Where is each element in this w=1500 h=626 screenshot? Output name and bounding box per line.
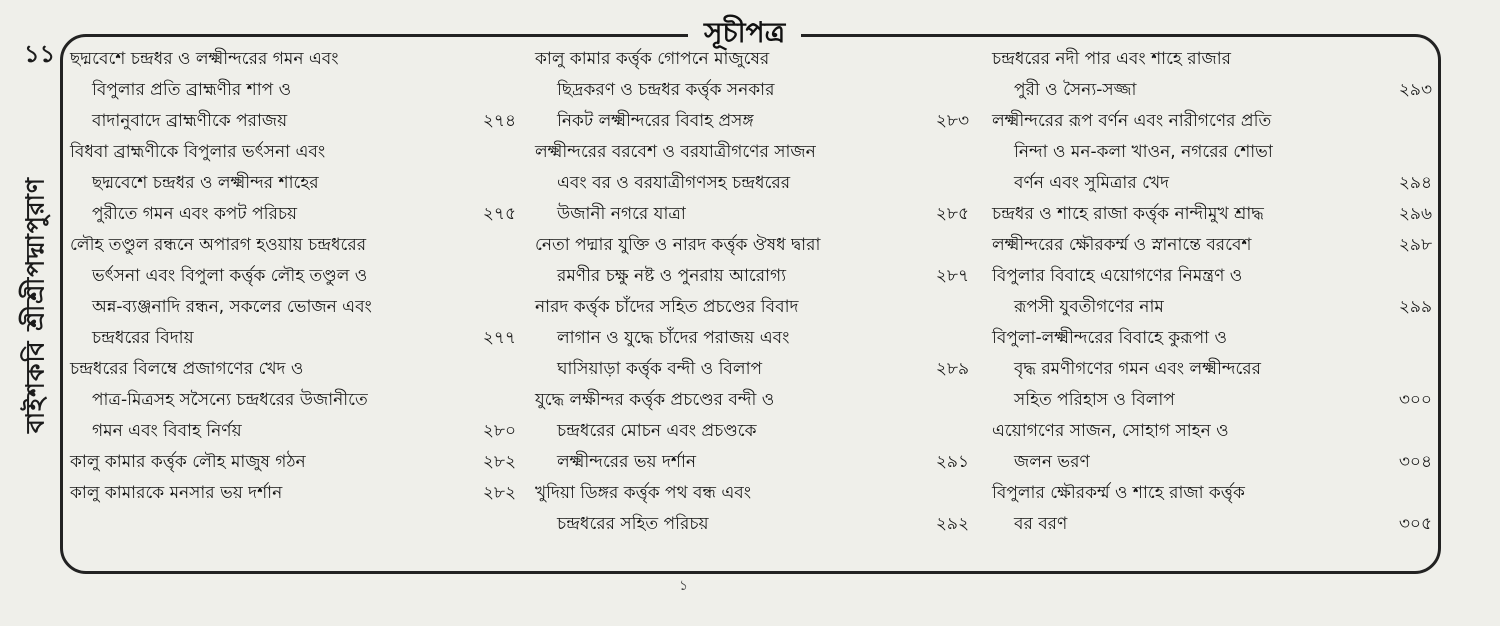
toc-column-3 bbox=[992, 44, 1432, 540]
toc-entry-line: বিপুলা-লক্ষ্মীন্দরের বিবাহে কুরূপা ও bbox=[992, 328, 1228, 348]
toc-entry-line: নারদ কর্ত্তৃক চাঁদের সহিত প্রচণ্ডের বিবাদ bbox=[535, 297, 799, 317]
toc-entry-line: লক্ষ্মীন্দরের রূপ বর্ণন এবং নারীগণের প্রতি bbox=[992, 111, 1272, 131]
toc-entry-line: চন্দ্রধরের মোচন এবং প্রচণ্ডকে bbox=[557, 421, 757, 441]
toc-entry-line: বাদানুবাদে ব্রাহ্মণীকে পরাজয় bbox=[92, 111, 288, 131]
toc-entry-line: পুরীতে গমন এবং কপট পরিচয় bbox=[92, 204, 298, 224]
toc-entry-line: অন্ন-ব্যঞ্জনাদি রন্ধন, সকলের ভোজন এবং bbox=[92, 297, 372, 317]
toc-entry bbox=[535, 478, 969, 540]
toc-entry bbox=[992, 261, 1432, 323]
toc-entry-line: চন্দ্রধরের সহিত পরিচয় bbox=[557, 514, 709, 534]
toc-entry-line: নিকট লক্ষ্মীন্দরের বিবাহ প্রসঙ্গ bbox=[557, 111, 754, 131]
toc-entry-line: লক্ষ্মীন্দরের ভয় দর্শান bbox=[557, 452, 697, 472]
toc-entry-line: জলন ভরণ bbox=[1014, 452, 1090, 472]
toc-page-number: ২৮৭ bbox=[935, 266, 969, 286]
toc-entry bbox=[992, 230, 1432, 261]
toc-entry-line: পাত্র-মিত্রসহ সসৈন্যে চন্দ্রধরের উজানীতে bbox=[92, 390, 368, 410]
toc-entry-line: লৌহ তণ্ডুল রন্ধনে অপারগ হওয়ায় চন্দ্রধরের bbox=[70, 235, 367, 255]
toc-entry-line: পুরী ও সৈন্য-সজ্জা bbox=[1014, 80, 1137, 100]
toc-entry bbox=[535, 44, 969, 137]
toc-entry-line: গমন এবং বিবাহ নির্ণয় bbox=[92, 421, 242, 441]
toc-page-number: ২৯২ bbox=[935, 514, 969, 534]
toc-entry-line: ঘাসিয়াড়া কর্ত্তৃক বন্দী ও বিলাপ bbox=[557, 359, 763, 379]
toc-page-number: ৩০০ bbox=[1398, 390, 1432, 410]
toc-entry-line: চন্দ্রধরের বিদায় bbox=[92, 328, 194, 348]
toc-page-number: ২৯৪ bbox=[1398, 173, 1432, 193]
toc-page-number: ২৮২ bbox=[482, 452, 516, 472]
side-running-title: বাইশকবি শ্রীশ্রীপদ্মাপুরাণ bbox=[20, 177, 50, 433]
toc-entry-line: কালু কামার কর্ত্তৃক গোপনে মাজুষের bbox=[535, 49, 770, 69]
toc-entry bbox=[992, 323, 1432, 416]
toc-entry-line: বিপুলার প্রতি ব্রাহ্মণীর শাপ ও bbox=[92, 80, 292, 100]
toc-entry bbox=[70, 137, 516, 230]
page-number: ১১ bbox=[24, 40, 56, 68]
toc-entry-line: লক্ষ্মীন্দরের বরবেশ ও বরযাত্রীগণের সাজন bbox=[535, 142, 816, 162]
toc-page-number: ২৮৩ bbox=[935, 111, 969, 131]
toc-entry-line: চন্দ্রধরের নদী পার এবং শাহে রাজার bbox=[992, 49, 1231, 69]
bottom-mark: ১ bbox=[679, 578, 689, 594]
toc-entry bbox=[70, 230, 516, 354]
toc-entry bbox=[992, 478, 1432, 540]
toc-entry bbox=[70, 478, 516, 509]
toc-entry-line: ছিদ্রকরণ ও চন্দ্রধর কর্ত্তৃক সনকার bbox=[557, 80, 775, 100]
toc-entry bbox=[70, 44, 516, 137]
toc-entry-line: লাগান ও যুদ্ধে চাঁদের পরাজয় এবং bbox=[557, 328, 790, 348]
toc-entry-line: এবং বর ও বরযাত্রীগণসহ চন্দ্রধরের bbox=[557, 173, 791, 193]
toc-entry-line: বিধবা ব্রাহ্মণীকে বিপুলার ভর্ৎসনা এবং bbox=[70, 142, 326, 162]
toc-entry-line: নিন্দা ও মন-কলা খাওন, নগরের শোভা bbox=[1014, 142, 1273, 162]
toc-entry bbox=[535, 137, 969, 230]
toc-entry-line: লক্ষ্মীন্দরের ক্ষৌরকর্ম্ম ও স্নানান্তে বরবেশ bbox=[992, 235, 1252, 255]
toc-entry-line: ছদ্মবেশে চন্দ্রধর ও লক্ষ্মীন্দরের গমন এবং bbox=[70, 49, 339, 69]
toc-entry bbox=[70, 447, 516, 478]
toc-entry-line: যুদ্ধে লক্ষীন্দর কর্ত্তৃক প্রচণ্ডের বন্দী ও bbox=[535, 390, 775, 410]
toc-page-number: ২৯৬ bbox=[1398, 204, 1432, 224]
toc-entry bbox=[992, 44, 1432, 106]
toc-column-2 bbox=[535, 44, 969, 540]
toc-entry bbox=[992, 106, 1432, 199]
toc-page-number: ২৯৯ bbox=[1398, 297, 1432, 317]
toc-page-number: ৩০৫ bbox=[1398, 514, 1432, 534]
toc-page-number: ২৯৮ bbox=[1398, 235, 1432, 255]
toc-entry-line: রমণীর চক্ষু নষ্ট ও পুনরায় আরোগ্য bbox=[557, 266, 787, 286]
toc-page-number: ২৮০ bbox=[482, 421, 516, 441]
toc-entry-line: রূপসী যুবতীগণের নাম bbox=[1014, 297, 1164, 317]
toc-entry-line: বৃদ্ধ রমণীগণের গমন এবং লক্ষ্মীন্দরের bbox=[1014, 359, 1261, 379]
toc-entry-line: খুদিয়া ডিঙ্গর কর্ত্তৃক পথ বন্ধ এবং bbox=[535, 483, 752, 503]
toc-entry-line: ছদ্মবেশে চন্দ্রধর ও লক্ষ্মীন্দর শাহের bbox=[92, 173, 319, 193]
toc-page-number: ২৭৭ bbox=[482, 328, 516, 348]
toc-entry-line: বর বরণ bbox=[1014, 514, 1068, 534]
toc-entry bbox=[70, 354, 516, 447]
toc-page-number: ২৭৪ bbox=[482, 111, 516, 131]
toc-page-number: ২৯৩ bbox=[1398, 80, 1432, 100]
toc-entry-line: নেতা পদ্মার যুক্তি ও নারদ কর্ত্তৃক ঔষধ দ্বারা bbox=[535, 235, 821, 255]
toc-entry-line: বিপুলার ক্ষৌরকর্ম্ম ও শাহে রাজা কর্ত্তৃক bbox=[992, 483, 1245, 503]
toc-page-number: ২৮৫ bbox=[935, 204, 969, 224]
toc-page-number: ২৮২ bbox=[482, 483, 516, 503]
toc-entry-line: এয়োগণের সাজন, সোহাগ সাহন ও bbox=[992, 421, 1229, 441]
toc-entry bbox=[992, 416, 1432, 478]
toc-entry bbox=[992, 199, 1432, 230]
toc-entry bbox=[535, 230, 969, 292]
toc-title: সূচীপত্র bbox=[688, 14, 801, 52]
toc-entry-line: সহিত পরিহাস ও বিলাপ bbox=[1014, 390, 1175, 410]
toc-page-number: ৩০৪ bbox=[1398, 452, 1432, 472]
toc-page-number: ২৮৯ bbox=[935, 359, 969, 379]
toc-entry-line: বর্ণন এবং সুমিত্রার খেদ bbox=[1014, 173, 1170, 193]
toc-entry-line: চন্দ্রধর ও শাহে রাজা কর্ত্তৃক নান্দীমুখ শ্রাদ্ধ bbox=[992, 204, 1264, 224]
toc-entry-line: ভর্ৎসনা এবং বিপুলা কর্ত্তৃক লৌহ তণ্ডুল ও bbox=[92, 266, 368, 286]
toc-column-1 bbox=[70, 44, 516, 509]
toc-entry-line: উজানী নগরে যাত্রা bbox=[557, 204, 686, 224]
toc-page-number: ২৯১ bbox=[935, 452, 969, 472]
toc-entry-line: বিপুলার বিবাহে এয়োগণের নিমন্ত্রণ ও bbox=[992, 266, 1243, 286]
toc-entry bbox=[535, 292, 969, 385]
toc-entry-line: চন্দ্রধরের বিলম্বে প্রজাগণের খেদ ও bbox=[70, 359, 304, 379]
toc-entry bbox=[535, 385, 969, 478]
toc-entry-line: কালু কামারকে মনসার ভয় দর্শান bbox=[70, 483, 283, 503]
toc-entry-line: কালু কামার কর্ত্তৃক লৌহ মাজুষ গঠন bbox=[70, 452, 306, 472]
toc-page-number: ২৭৫ bbox=[482, 204, 516, 224]
